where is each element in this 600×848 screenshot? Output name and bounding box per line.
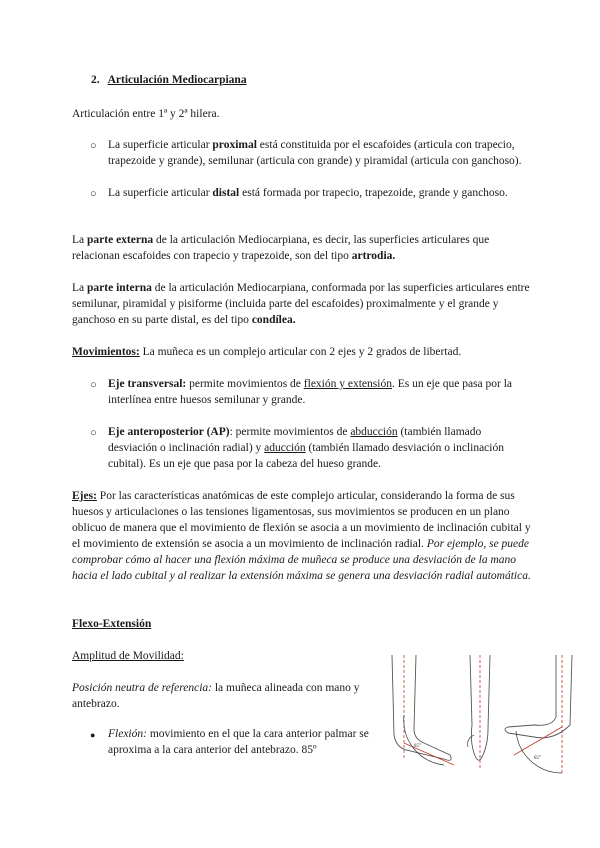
label-movimientos: Movimientos:	[72, 346, 140, 358]
figure-label-right: 85°	[534, 756, 541, 761]
heading-number: 2.	[91, 74, 100, 86]
list-item-eje-transversal: Eje transversal: permite movimientos de flexión y extensión. Es un eje que pasa por la interlínea entre huesos semilunar y grande.	[108, 378, 513, 406]
figure-label-left: 85°	[414, 744, 421, 749]
paragraph-ejes: Ejes: Por las características anatómicas de este complejo articular, considerando la forma de sus huesos y articulaciones o las tensiones ligamentosas, sus movimientos se producen en un plano oblicuo de manera que el movimiento de flexión se asocia a un movimiento de inclinación cubital y el movimiento de extensión se asocia a un movimiento de inclinación radial. Por ejemplo, se puede comprobar cómo al hacer una flexión máxima de muñeca se produce una desviación de la mano hacia el lado cubital y al realizar la extensión máxima se genera una desviación radial automática.	[72, 490, 531, 582]
circle-bullet-icon: ○	[90, 188, 97, 200]
paragraph-parte-interna: La parte interna de la articulación Mediocarpiana, conformada por las superficies articulares entre semilunar, piramidal y pisiforme (incluida parte del escafoides) proximalmente y el grande y ganchoso en su parte distal, es del tipo condílea.	[72, 282, 530, 326]
flexion-hand-drawing	[392, 655, 454, 765]
wrist-flexion-extension-figure	[384, 655, 584, 775]
extension-hand-drawing	[505, 655, 572, 775]
paragraph-movimientos: Movimientos: La muñeca es un complejo articular con 2 ejes y 2 grados de libertad.	[72, 346, 462, 358]
list-item-proximal: La superficie articular proximal está constituida por el escafoides (articula con trapecio, trapezoide y grande), semilunar (articula con grande) y piramidal (articula con ganchoso).	[108, 139, 522, 167]
list-item-eje-ap: Eje anteroposterior (AP): permite movimientos de abducción (también llamado desviación o inclinación radial) y aducción (también llamado desviación o inclinación cubital). Es un eje que pasa por la cabeza del hueso grande.	[108, 426, 504, 470]
ejes-example: Por ejemplo, se puede comprobar cómo al hacer una flexión máxima de muñeca se produce una desviación de la mano hacia el lado cubital y al realizar la extensión máxima se genera una desviación radial automática.	[72, 538, 531, 582]
disc-bullet-icon: ●	[90, 730, 96, 740]
circle-bullet-icon: ○	[90, 427, 97, 439]
label-ejes: Ejes:	[72, 490, 97, 502]
paragraph-posicion-neutra: Posición neutra de referencia: la muñeca alineada con mano y antebrazo.	[72, 682, 360, 710]
bold-proximal: proximal	[212, 139, 257, 151]
neutral-hand-drawing	[468, 655, 490, 770]
paragraph-parte-externa: La parte externa de la articulación Mediocarpiana, es decir, las superficies articulares que relacionan escafoides con trapecio y trapezoide, son del tipo artrodia.	[72, 234, 490, 262]
section-heading	[91, 72, 247, 88]
circle-bullet-icon: ○	[90, 140, 97, 152]
circle-bullet-icon: ○	[90, 379, 97, 391]
list-item-distal: La superficie articular distal está formada por trapecio, trapezoide, grande y ganchoso.	[108, 187, 508, 199]
heading-title: Articulación Mediocarpiana	[107, 74, 247, 86]
bold-distal: distal	[212, 187, 240, 199]
intro-paragraph: Articulación entre 1ª y 2ª hilera.	[72, 108, 220, 120]
section-flexo-extension: Flexo-Extensión	[72, 618, 152, 630]
subsection-amplitud: Amplitud de Movilidad:	[72, 650, 184, 662]
list-item-flexion: Flexión: movimiento en el que la cara anterior palmar se aproxima a la cara anterior del antebrazo. 85º	[108, 728, 369, 756]
